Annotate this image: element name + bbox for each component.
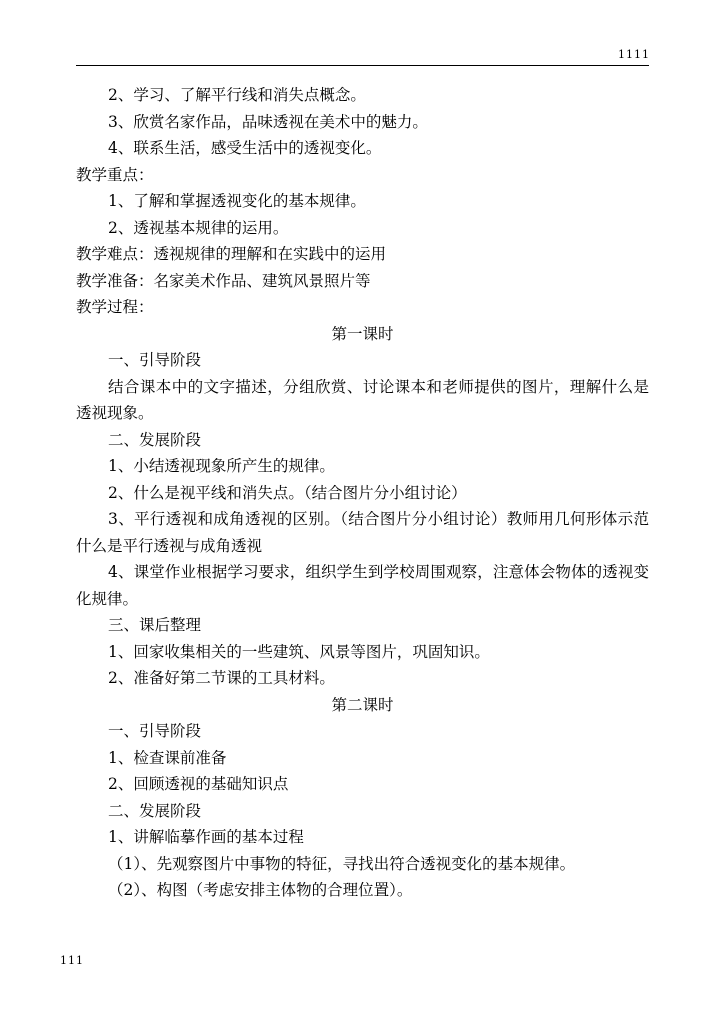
lesson1-stage2-title: 二、发展阶段	[108, 430, 202, 449]
document-body	[76, 82, 649, 904]
key-point-item: 2、透视基本规律的运用。	[108, 218, 289, 237]
preparation-line: 教学准备：名家美术作品、建筑风景照片等	[76, 271, 371, 290]
goal-item: 2、学习、了解平行线和消失点概念。	[108, 86, 366, 104]
process-label: 教学过程：	[76, 298, 154, 316]
lesson1-stage3-title: 三、课后整理	[108, 616, 202, 634]
lesson2-stage1-title: 一、引导阶段	[108, 722, 202, 740]
lesson2-stage2-title: 二、发展阶段	[108, 801, 202, 820]
difficulty-line: 教学难点：透视规律的理解和在实践中的运用	[76, 245, 387, 263]
lesson2-stage2-subitem: （2）、构图（考虑安排主体物的合理位置）。	[108, 881, 413, 899]
lesson1-stage2-item: 2、什么是视平线和消失点。（结合图片分小组讨论）	[108, 483, 467, 502]
header-rule	[76, 65, 649, 66]
goal-item: 3、欣赏名家作品，品味透视在美术中的魅力。	[108, 112, 428, 131]
footer-page-number: 111	[60, 954, 84, 967]
lesson1-stage2-item: 1、小结透视现象所产生的规律。	[108, 457, 335, 475]
lesson1-stage2-item: 4、课堂作业根据学习要求，组织学生到学校周围观察，注意体会物体的透视变化规律。	[76, 563, 649, 608]
lesson2-stage2-item: 1、讲解临摹作画的基本过程	[108, 828, 304, 846]
key-point-item: 1、了解和掌握透视变化的基本规律。	[108, 192, 366, 210]
key-points-label: 教学重点：	[76, 165, 154, 184]
header-page-number: 1111	[618, 48, 650, 61]
lesson1-stage3-item: 1、回家收集相关的一些建筑、风景等图片，巩固知识。	[108, 642, 490, 661]
lesson2-stage1-item: 1、检查课前准备	[108, 748, 227, 767]
lesson1-title: 第一课时	[331, 324, 394, 343]
goal-item: 4、联系生活，感受生活中的透视变化。	[108, 139, 382, 157]
lesson1-stage1-text: 结合课本中的文字描述，分组欣赏、讨论课本和老师提供的图片，理解什么是透视现象。	[76, 377, 649, 422]
lesson2-stage2-subitem: （1）、先观察图片中事物的特征，寻找出符合透视变化的基本规律。	[108, 854, 576, 873]
lesson2-title: 第二课时	[331, 695, 394, 714]
lesson1-stage3-item: 2、准备好第二节课的工具材料。	[108, 669, 335, 687]
lesson2-stage1-item: 2、回顾透视的基础知识点	[108, 775, 289, 793]
lesson1-stage2-item: 3、平行透视和成角透视的区别。（结合图片分小组讨论）教师用几何形体示范什么是平行透视与成角透视	[76, 510, 649, 555]
lesson1-stage1-title: 一、引导阶段	[108, 351, 202, 369]
